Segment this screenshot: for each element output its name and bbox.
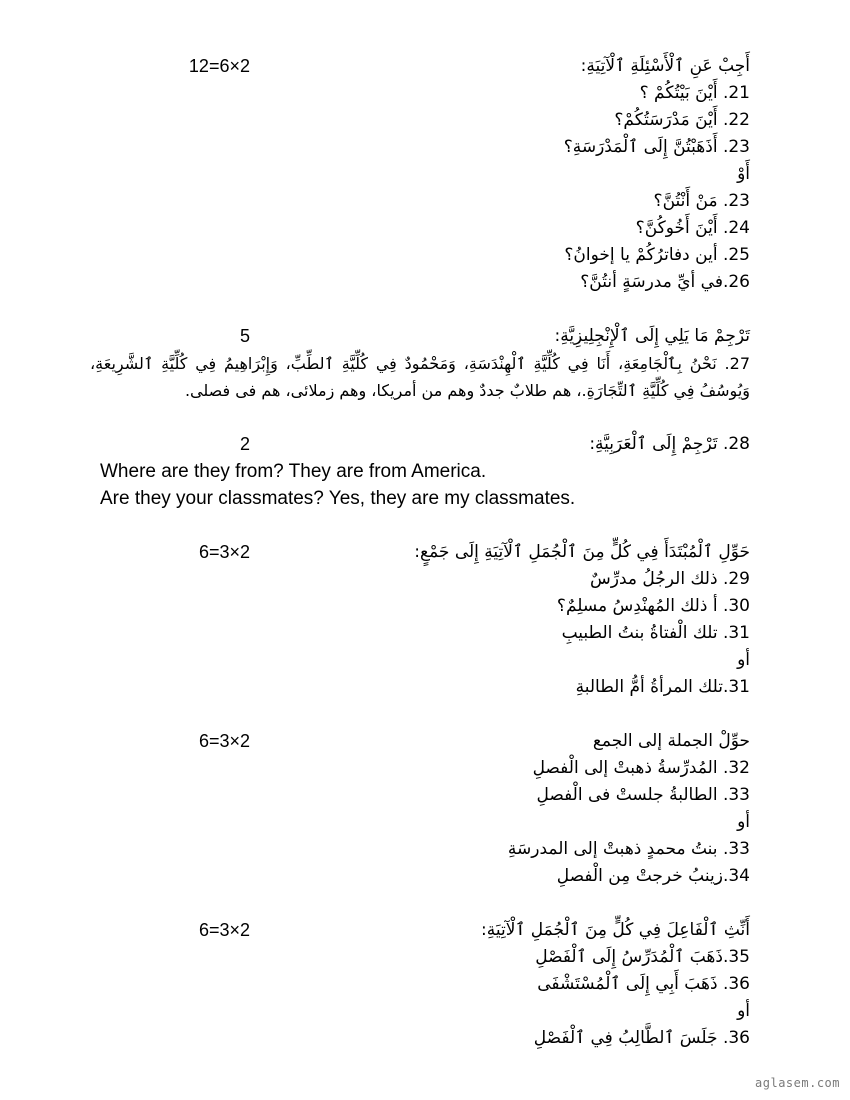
- question-23: 23. أَذَهَبْتُنَّ إِلَى ٱلْمَدْرَسَةِ؟: [563, 137, 750, 157]
- section-1-marks: 12=6×2: [188, 56, 250, 76]
- question-35: 35.ذَهَبَ ٱلْمُدَرِّسُ إِلَى ٱلْفَصْلِ: [535, 947, 750, 967]
- watermark: aglasem.com: [755, 1076, 840, 1090]
- question-32: 32. المُدرِّسةُ ذهبتْ إلى الْفصلِ: [532, 758, 750, 778]
- section-5-marks: 6=3×2: [198, 731, 250, 751]
- question-33-alt: 33. بنتُ محمدٍ ذهبتْ إلى المدرسَةِ: [507, 839, 750, 859]
- or-label: أو: [737, 650, 750, 670]
- section-6-marks: 6=3×2: [198, 920, 250, 940]
- question-31: 31. تلك الْفتاةُ بنتُ الطبيبِ: [561, 623, 750, 643]
- english-line-2: Are they your classmates? Yes, they are my classmates.: [100, 488, 576, 509]
- question-36: 36. ذَهَبَ أَبِي إِلَى ٱلْمُسْتَشْفَى: [537, 974, 750, 994]
- question-29: 29. ذلك الرجُلُ مدرِّسٌ: [590, 569, 750, 589]
- question-34: 34.زينبُ خرجتْ مِن الْفصلِ: [556, 866, 750, 886]
- section-6-instruction: أَنِّثِ ٱلْفَاعِلَ فِي كُلٍّ مِنَ ٱلْجُمَلِ ٱلْآتِيَةِ:: [481, 920, 750, 940]
- question-26: 26.في أيِّ مدرسَةٍ أنتُنَّ؟: [580, 272, 750, 292]
- question-23-alt: 23. مَنْ أَنْتُنَّ؟: [653, 191, 750, 211]
- question-22: 22. أَيْنَ مَدْرَسَتُكُمْ؟: [614, 110, 750, 130]
- section-2-instruction: تَرْجِمْ مَا يَلِي إِلَى ٱلْإِنْجِلِيزِيَّةِ:: [554, 326, 750, 346]
- or-label: أو: [737, 1001, 750, 1021]
- or-label: أو: [737, 812, 750, 832]
- question-25: 25. أين دفاترُكُمْ يا إخوانُ؟: [564, 245, 750, 265]
- question-36-alt: 36. جَلَسَ ٱلطَّالِبُ فِي ٱلْفَصْلِ: [533, 1028, 750, 1048]
- question-31-alt: 31.تلك المرأةُ أمُّ الطالبةِ: [575, 677, 750, 697]
- section-4-instruction: حَوِّلِ ٱلْمُبْتَدَأَ فِي كُلٍّ مِنَ ٱلْجُمَلِ ٱلْآتِيَةِ إِلَى جَمْعٍ:: [414, 542, 750, 562]
- question-28-instruction: 28. تَرْجِمْ إِلَى ٱلْعَرَبِيَّةِ:: [589, 434, 750, 454]
- section-5-instruction: حوِّلْ الجملة إلى الجمع: [592, 731, 750, 751]
- question-30: 30. أ ذلك المُهنْدِسُ مسلِمٌ؟: [556, 596, 750, 616]
- or-label: أَوْ: [737, 164, 750, 184]
- section-1-instruction: أَجِبْ عَنِ ٱلْأَسْئِلَةِ ٱلْآتِيَةِ:: [580, 56, 750, 76]
- question-21: 21. أَيْنَ بَيْتُكُمْ ؟: [639, 83, 750, 103]
- english-line-1: Where are they from? They are from America.: [100, 461, 487, 482]
- section-4-marks: 6=3×2: [198, 542, 250, 562]
- question-24: 24. أَيْنَ أَخُوكُنَّ؟: [635, 218, 750, 238]
- section-2-marks: 5: [239, 326, 250, 346]
- question-33: 33. الطالبةُ جلستْ فى الْفصلِ: [536, 785, 750, 805]
- section-3-marks: 2: [239, 434, 250, 454]
- question-27-paragraph: 27. نَحْنُ بِٱلْجَامِعَةِ، أَنَا فِي كُلِّيَّةِ ٱلْهِنْدَسَةِ، وَمَحْمُودٌ فِي كُلِّيَّةِ ٱلطِّبِّ، وَإِبْرَاهِيمُ فِي كُلِّيَّةِ ٱلشَّرِيعَةِ، وَيُوسُفُ فِي كُلِّيَّةِ ٱلتِّجَارَةِ.، هم طلابٌ جددٌ وهم من أمريكا، وهم زملائى، هم فى فصلى.: [90, 354, 750, 400]
